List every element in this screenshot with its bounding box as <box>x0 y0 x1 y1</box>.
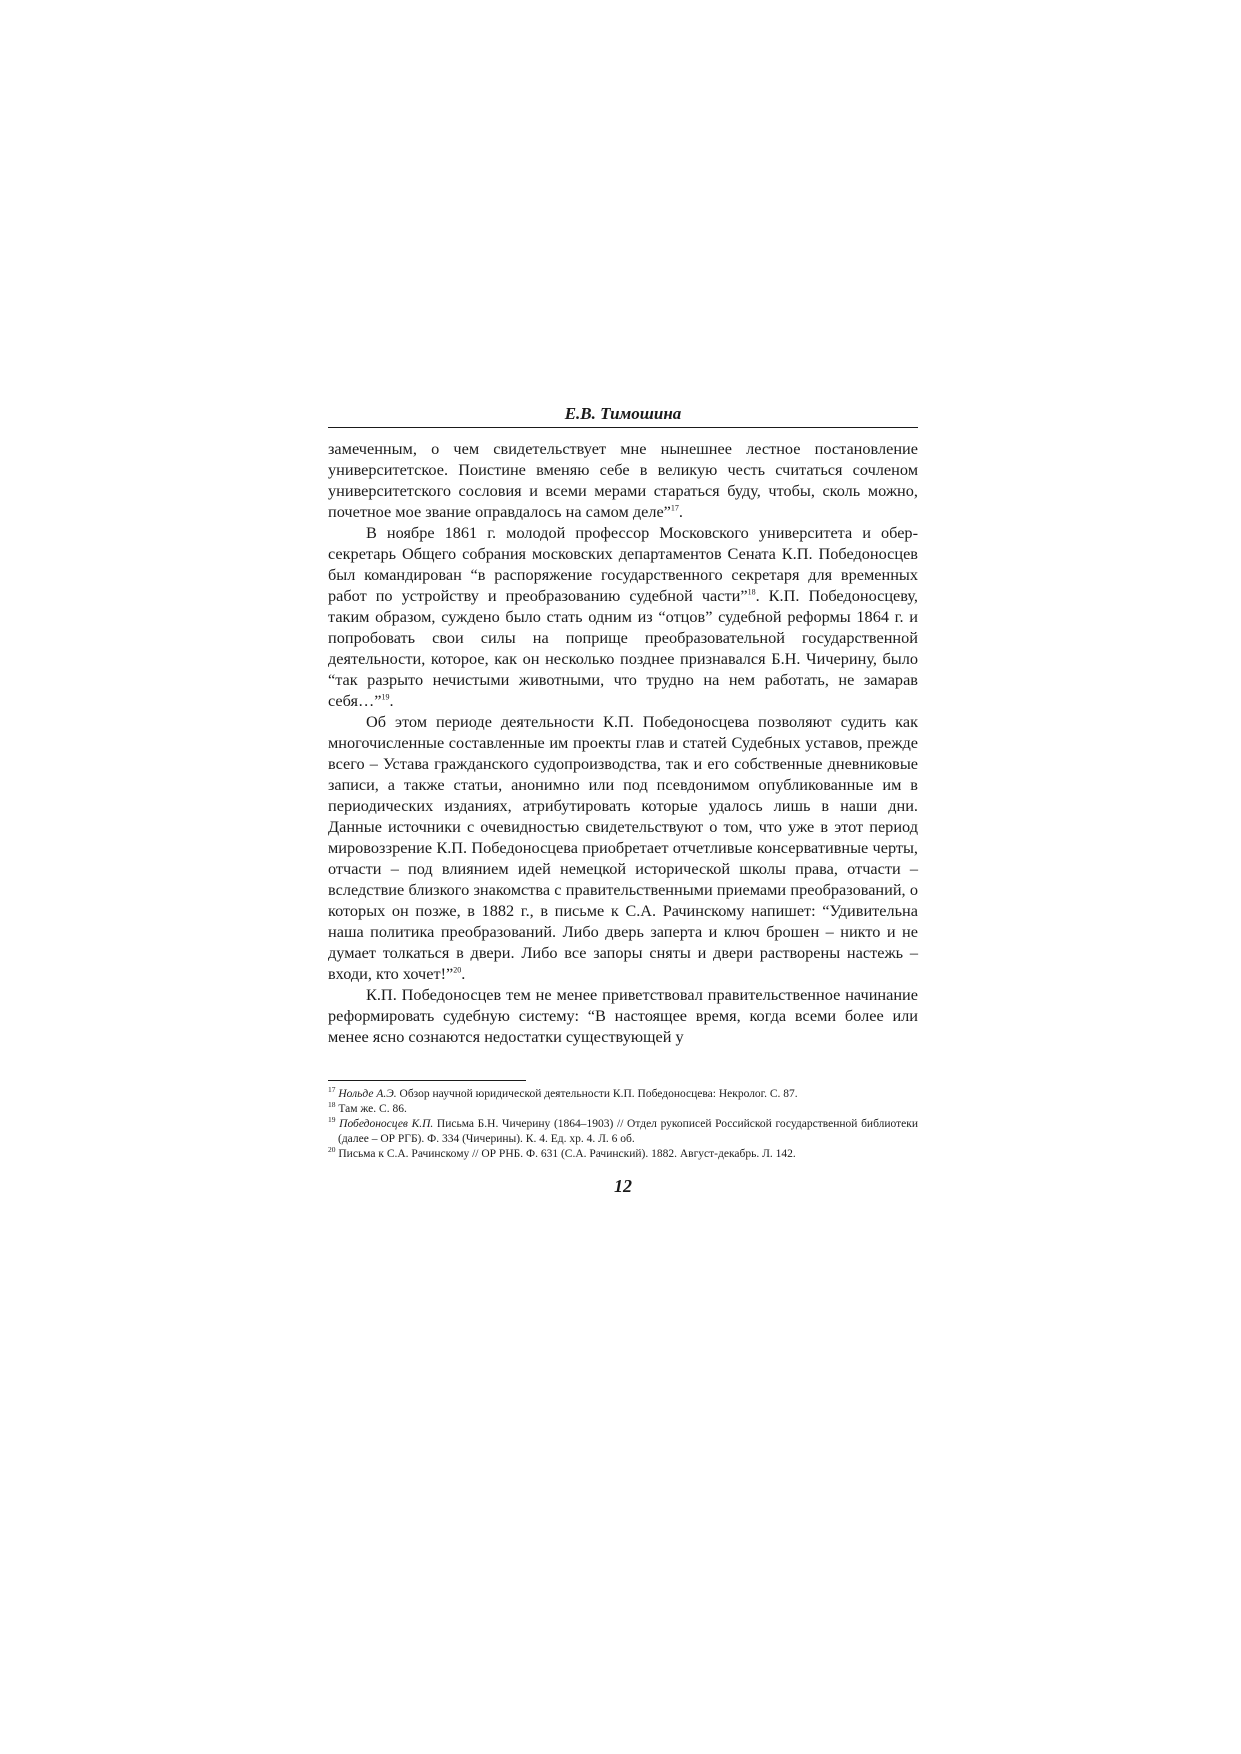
footnote-18: $^{18}$ Там же. С. 86. <box>328 1100 407 1115</box>
footnote-ref-19[interactable]: 19 <box>381 692 390 702</box>
main-text <box>328 438 918 1047</box>
paragraph-3: Об этом периоде деятельности К.П. Победоносцева позволяют судить как многочисленные составленные им проекты глав и статей Судебных уставов, прежде всего – Устава гражданского судопроизводства, так и его собственные дневниковые записи, а также статьи, анонимно или под псевдонимом опубликованные им в периодических изданиях, атрибутировать которые удалось лишь в наши дни. Данные источники с очевидностью свидетельствуют о том, что уже в этот период мировоззрение К.П. Победоносцева приобретает отчетливые консервативные черты, отчасти – под влиянием идей немецкой исторической школы права, отчасти – вследствие близкого знакомства с правительственными приемами преобразований, о которых он позже, в 1882 г., в письме к С.А. Рачинскому напишет: “Удивительна наша политика преобразований. Либо дверь заперта и ключ брошен – никто и не думает толкаться в двери. Либо все запоры сняты и двери растворены настежь – входи, кто хочет!”$^{20}$. <box>328 712 918 983</box>
running-head: Е.В. Тимошина <box>328 404 918 428</box>
paragraph-1: замеченным, о чем свидетельствует мне нынешнее лестное постановление университетское. Поистине вменяю себе в великую честь считаться сочленом университетского сословия и всеми мерами стараться буду, чтобы, сколь можно, почетное мое звание оправдалось на самом деле”$^{17}$. <box>328 439 918 521</box>
footnote-author: Победоносцев К.П. <box>339 1118 434 1130</box>
footnote-divider <box>328 1080 526 1081</box>
footnote-ref-20[interactable]: 20 <box>453 965 462 975</box>
footnote-20: $^{20}$ Письма к С.А. Рачинскому // ОР РНБ. Ф. 631 (С.А. Рачинский). 1882. Август-декабрь. Л. 142. <box>328 1145 796 1160</box>
page-number: 12 <box>614 1176 632 1196</box>
footnote-ref-17[interactable]: 17 <box>670 503 679 513</box>
footnote-17: $^{17}$ Нольде А.Э. Обзор научной юридической деятельности К.П. Победоносцева: Некролог. С. 87. <box>328 1085 798 1100</box>
footnote-ref-18[interactable]: 18 <box>747 587 756 597</box>
paragraph-4: К.П. Победоносцев тем не менее приветствовал правительственное начинание реформировать судебную систему: “В настоящее время, когда всеми более или менее ясно сознаются недостатки существующей у <box>328 985 918 1046</box>
footnote-19: $^{19}$ Победоносцев К.П. Письма Б.Н. Чичерину (1864–1903) // Отдел рукописей Российской государственной библиотеки (далее – ОР РГБ). Ф. 334 (Чичерины). К. 4. Ед. хр. 4. Л. 6 об. <box>328 1115 918 1145</box>
paragraph-2: В ноябре 1861 г. молодой профессор Московского университета и обер-секретарь Общего собрания московских департаментов Сената К.П. Победоносцев был командирован “в распоряжение государственного секретаря для временных работ по устройству и преобразованию судебной части”$^{18}$. К.П. Победоносцеву, таким образом, суждено было стать одним из “отцов” судебной реформы 1864 г. и попробовать свои силы на поприще преобразовательной государственной деятельности, которое, как он несколько позднее признавался Б.Н. Чичерину, было “так разрыто нечистыми животными, что трудно на нем работать, не замарав себя…”$^{19}$. <box>328 523 918 710</box>
book-page <box>328 404 918 1197</box>
footnotes <box>328 1087 918 1162</box>
footnote-author: Нольде А.Э. <box>338 1088 397 1100</box>
